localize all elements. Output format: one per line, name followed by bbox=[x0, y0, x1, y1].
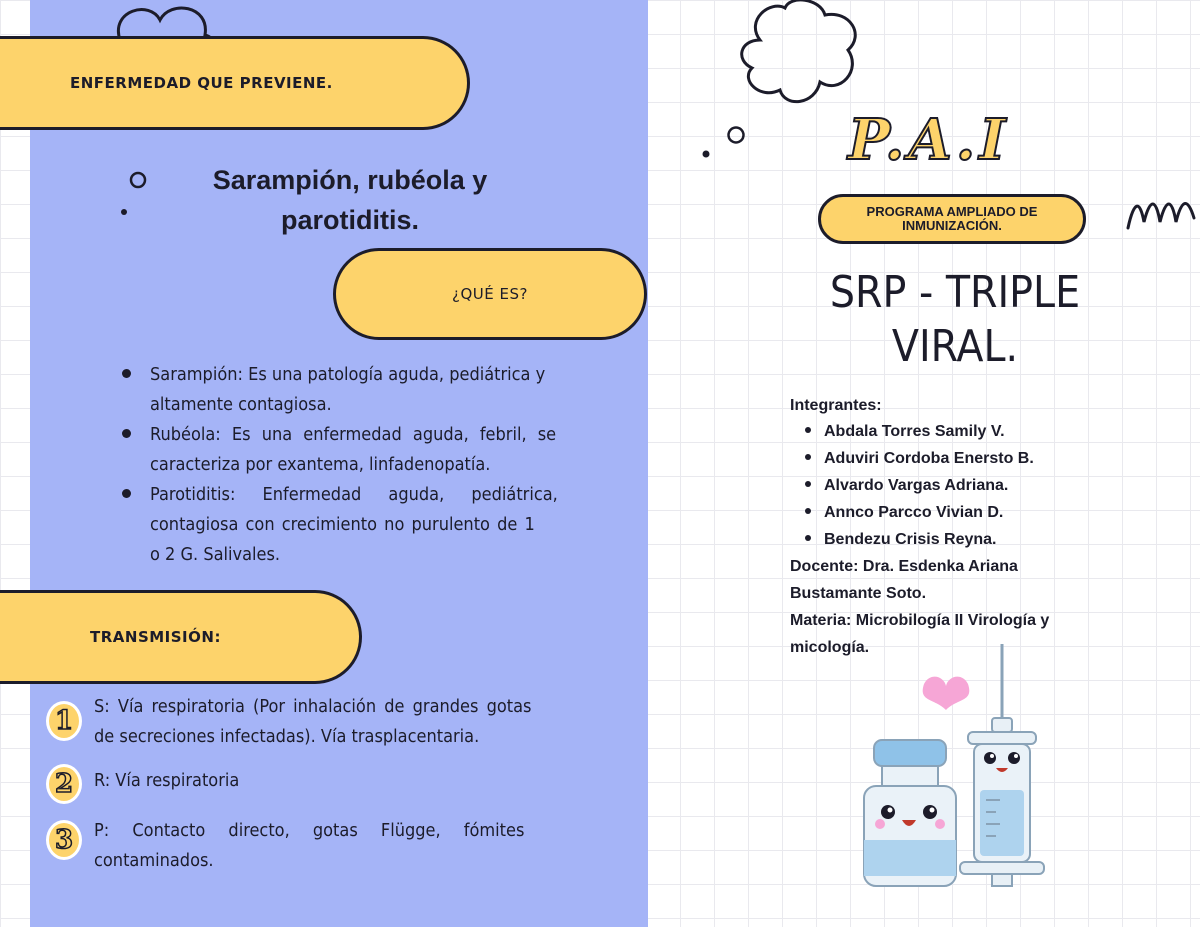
pai-logo: P.A.I bbox=[848, 107, 1010, 173]
prevents-label: ENFERMEDAD QUE PREVIENE. bbox=[70, 74, 333, 92]
transmission-item-3: P: Contacto directo, gotas Flügge, fómites contaminados. bbox=[94, 820, 525, 871]
vaccine-illustration bbox=[856, 640, 1046, 890]
definition-sarampion: Sarampión: Es una patología aguda, pediátrica y altamente contagiosa. bbox=[150, 360, 628, 420]
definitions-list bbox=[150, 360, 628, 570]
number-badge-2: 2 bbox=[46, 764, 82, 804]
transmission-item-1: S: Vía respiratoria (Por inhalación de grandes gotas de secreciones infectadas). Vía trasplacentaria. bbox=[94, 696, 532, 747]
transmission-label: TRANSMISIÓN: bbox=[90, 628, 221, 646]
teacher-info: Docente: Dra. Esdenka Ariana Bustamante Soto. bbox=[790, 558, 1018, 602]
member-item: Abdala Torres Samily V. bbox=[790, 418, 1110, 445]
main-title-line2: VIRAL. bbox=[891, 321, 1019, 372]
cloud-doodle-right bbox=[730, 0, 870, 120]
zigzag-doodle bbox=[1124, 190, 1200, 234]
small-dot-icon bbox=[119, 207, 129, 217]
subject-info: Materia: Microbilogía II Virología y micología. bbox=[790, 612, 1050, 656]
program-label: PROGRAMA AMPLIADO DE INMUNIZACIÓN. bbox=[866, 204, 1038, 233]
main-title bbox=[790, 266, 1120, 374]
number-badge-3: 3 bbox=[46, 820, 82, 860]
member-item: Aduviri Cordoba Enersto B. bbox=[790, 445, 1110, 472]
number-badge-1: 1 bbox=[46, 701, 82, 741]
member-item: Annco Parcco Vivian D. bbox=[790, 499, 1110, 526]
definition-rubeola: Rubéola: Es una enfermedad aguda, febril, se caracteriza por exantema, linfadenopatía. bbox=[150, 420, 628, 480]
transmission-pill bbox=[0, 590, 362, 684]
what-is-label: ¿QUÉ ES? bbox=[452, 285, 528, 303]
main-title-line1: SRP - TRIPLE bbox=[829, 267, 1081, 318]
what-is-pill bbox=[333, 248, 647, 340]
prevents-pill bbox=[0, 36, 470, 130]
members-label: Integrantes: bbox=[790, 397, 882, 414]
right-dot-icon bbox=[700, 148, 712, 160]
members-list bbox=[790, 418, 1110, 553]
diseases-title bbox=[150, 160, 550, 240]
definition-parotiditis: Parotiditis: Enfermedad aguda, pediátrica, contagiosa con crecimiento no purulento de 1 o 2 G. Salivales. bbox=[150, 480, 628, 570]
small-circle-icon bbox=[128, 170, 148, 190]
diseases-title-line2: parotiditis. bbox=[280, 205, 419, 235]
member-item: Bendezu Crisis Reyna. bbox=[790, 526, 1110, 553]
transmission-item-2: R: Vía respiratoria bbox=[94, 770, 240, 791]
program-pill bbox=[818, 194, 1086, 244]
heart-icon bbox=[923, 677, 970, 710]
diseases-title-line1: Sarampión, rubéola y bbox=[212, 165, 488, 195]
right-circle-icon bbox=[725, 124, 747, 146]
member-item: Alvardo Vargas Adriana. bbox=[790, 472, 1110, 499]
